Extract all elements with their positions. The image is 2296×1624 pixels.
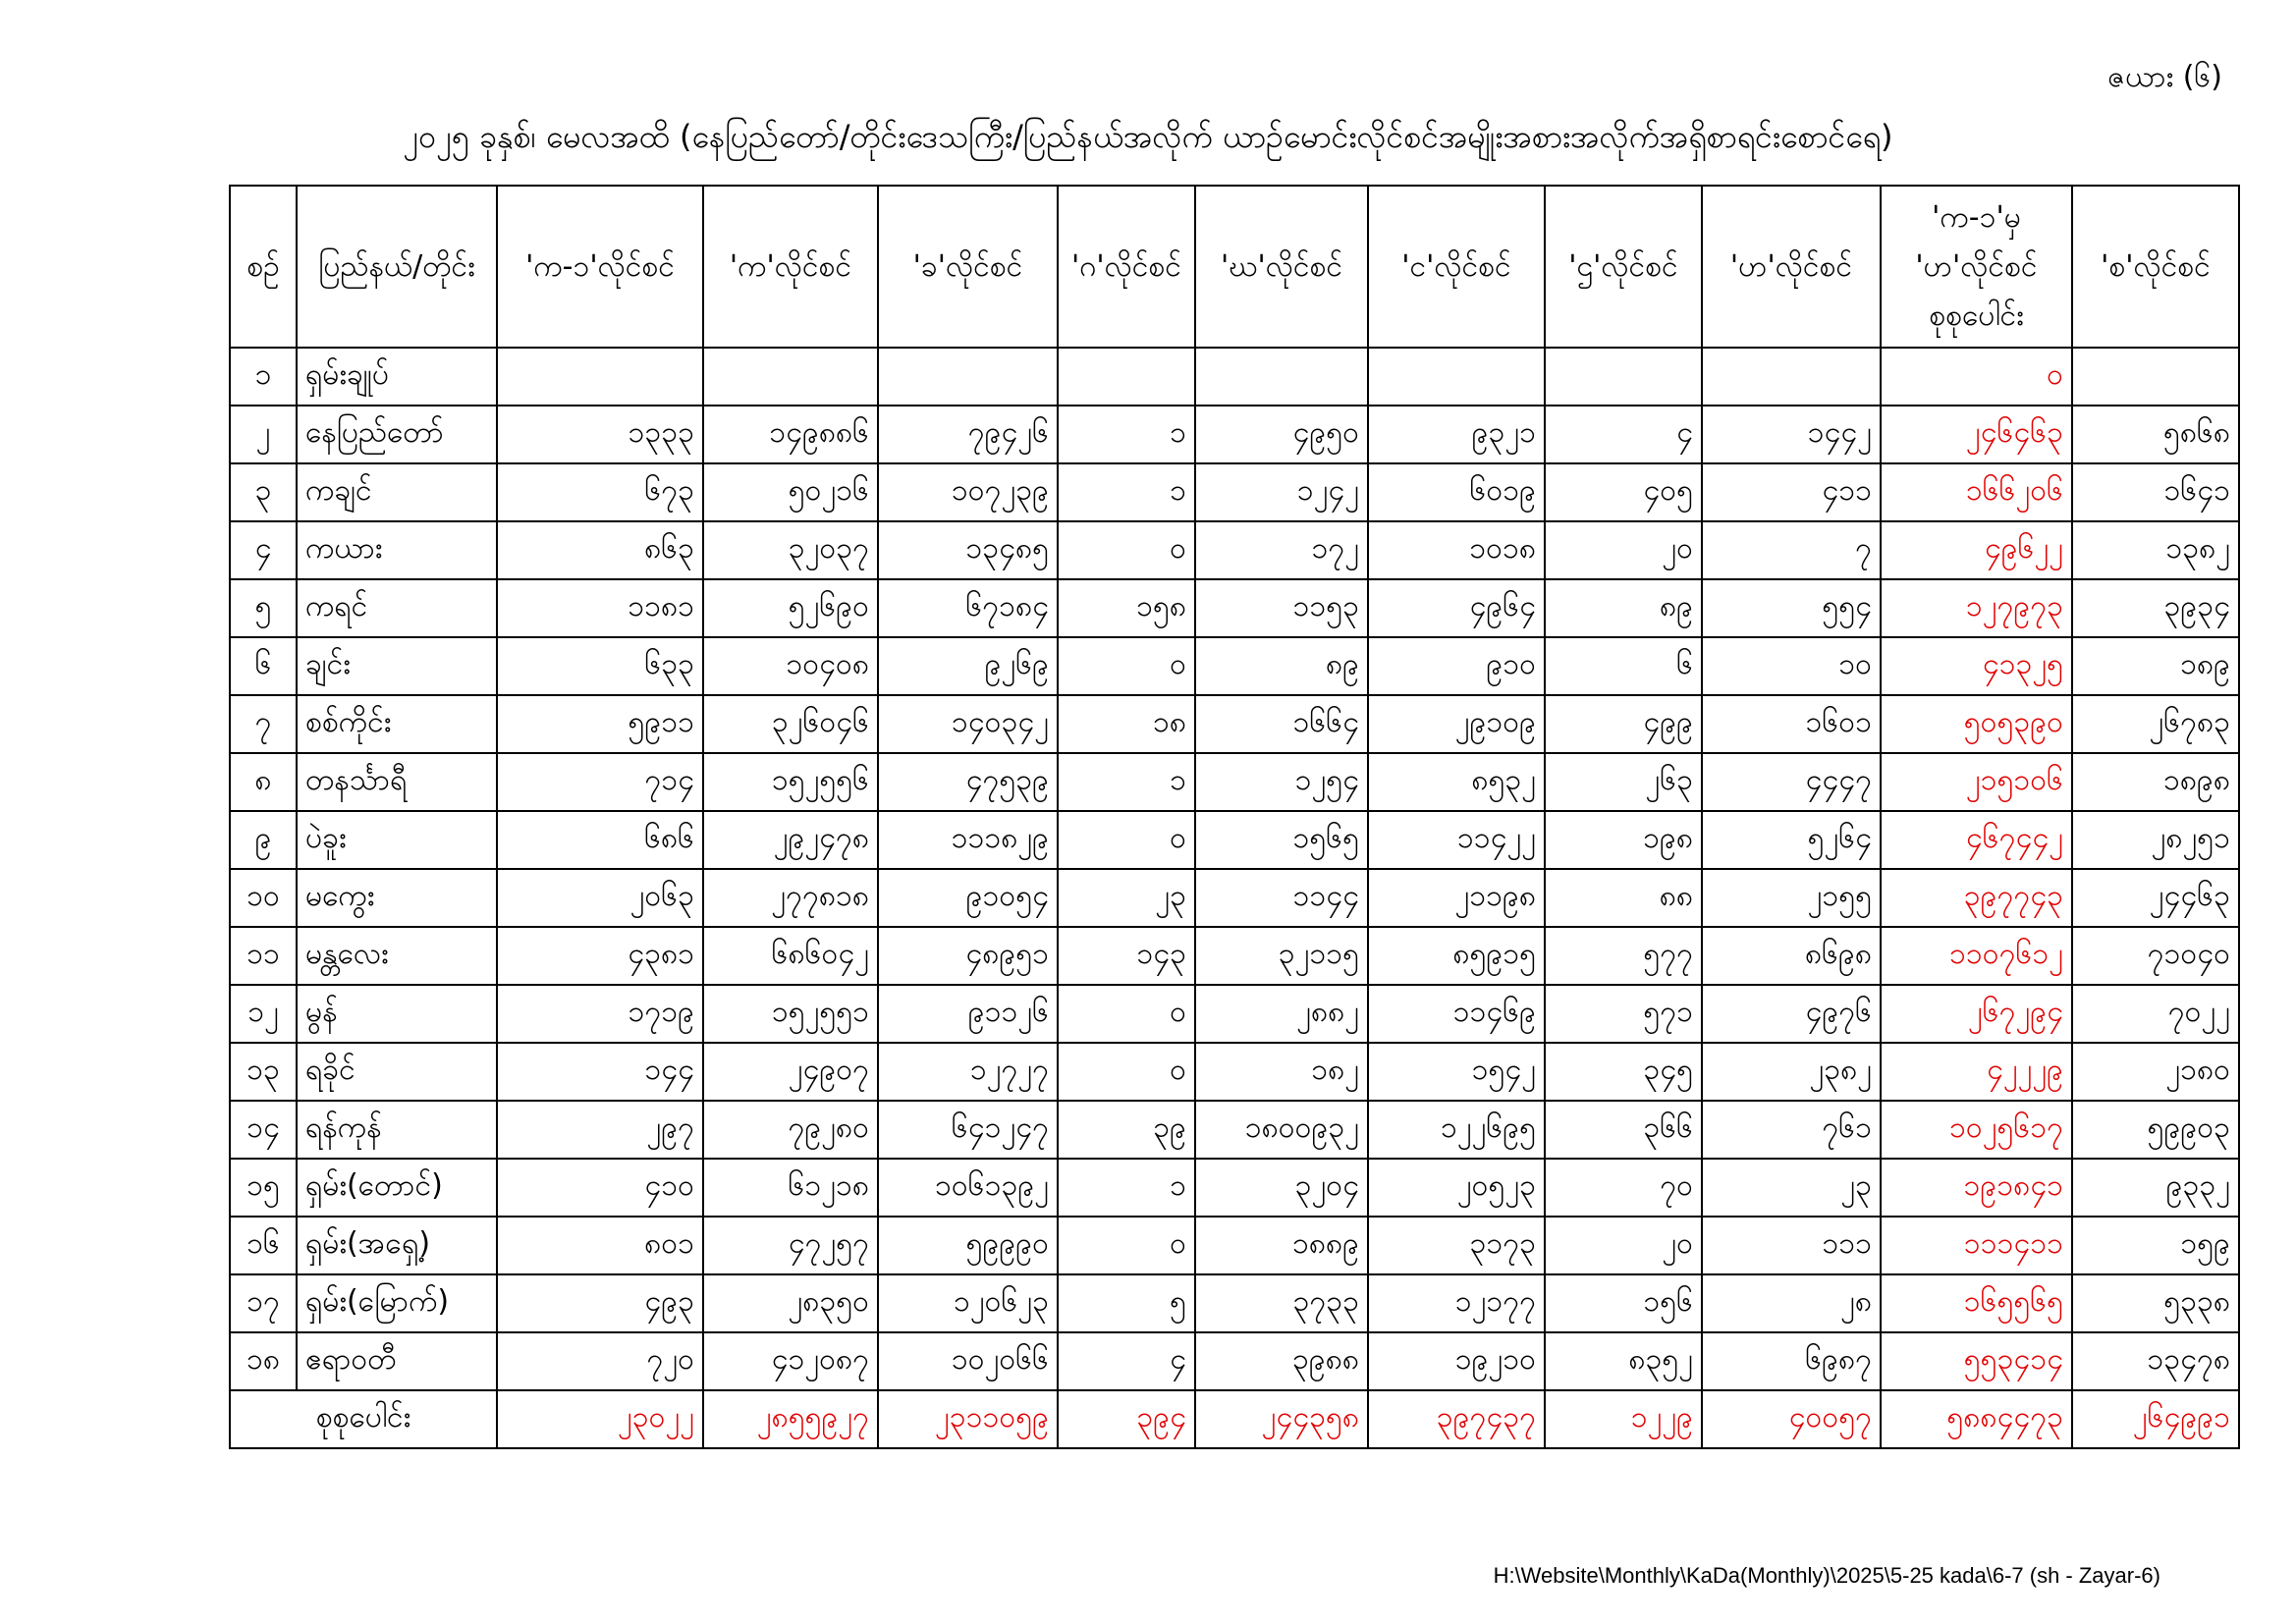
value-cell: ၄၁၁	[1702, 463, 1881, 521]
value-cell: ၃၄၅	[1545, 1043, 1702, 1101]
value-cell: ၉၁၀	[1368, 637, 1545, 695]
value-cell: ၄၉၆၄	[1368, 579, 1545, 637]
value-cell	[2072, 348, 2239, 406]
row-total-cell: ၃၉၇၇၄၃	[1881, 869, 2072, 927]
value-cell: ၁၁၅၃	[1195, 579, 1368, 637]
row-number-cell: ၁၈	[230, 1332, 297, 1390]
value-cell: ၈၅၉၁၅	[1368, 927, 1545, 985]
value-cell: ၁	[1058, 406, 1195, 463]
row-number-cell: ၅	[230, 579, 297, 637]
value-cell: ၅၃၃၈	[2072, 1274, 2239, 1332]
file-path-footer: H:\Website\Monthly\KaDa(Monthly)\2025\5-25 kada\6-7 (sh - Zayar-6)	[1493, 1563, 2160, 1588]
table-row	[230, 985, 2239, 1043]
value-cell: ၄၇၅၃၉	[878, 753, 1058, 811]
row-number-cell: ၈	[230, 753, 297, 811]
value-cell: ၁၄၄	[497, 1043, 703, 1101]
value-cell	[878, 348, 1058, 406]
table-row	[230, 406, 2239, 463]
value-cell: ၀	[1058, 1217, 1195, 1274]
value-cell: ၉၁၀၅၄	[878, 869, 1058, 927]
row-total-cell: ၁၁၁၄၁၁	[1881, 1217, 2072, 1274]
value-cell: ၄၉၉	[1545, 695, 1702, 753]
value-cell: ၂၁၅၅	[1702, 869, 1881, 927]
region-name-cell: ရှမ်း(မြောက်)	[297, 1274, 497, 1332]
col-header-gha: 'ဃ'လိုင်စင်	[1195, 186, 1368, 348]
region-name-cell: ချင်း	[297, 637, 497, 695]
value-cell: ၂၃၈၂	[1702, 1043, 1881, 1101]
table-row	[230, 811, 2239, 869]
row-total-cell: ၅၅၃၄၁၄	[1881, 1332, 2072, 1390]
row-total-cell: ၄၉၆၂၂	[1881, 521, 2072, 579]
row-total-cell: ၁၆၆၂၀၆	[1881, 463, 2072, 521]
value-cell: ၁၈၉	[2072, 637, 2239, 695]
value-cell: ၁၀	[1702, 637, 1881, 695]
value-cell: ၆၈၆	[497, 811, 703, 869]
value-cell: ၃၂၆၀၄၆	[703, 695, 878, 753]
value-cell: ၃၉၃၄	[2072, 579, 2239, 637]
row-total-cell: ၁၀၂၅၆၁၇	[1881, 1101, 2072, 1159]
value-cell: ၅၂၆၉၀	[703, 579, 878, 637]
row-total-cell: ၄၂၂၂၉	[1881, 1043, 2072, 1101]
value-cell: ၂၉၂၄၇၈	[703, 811, 878, 869]
value-cell: ၄၈၉၅၁	[878, 927, 1058, 985]
value-cell: ၄၉၇၆	[1702, 985, 1881, 1043]
value-cell: ၂၇၇၈၁၈	[703, 869, 878, 927]
value-cell: ၅၇၁	[1545, 985, 1702, 1043]
value-cell: ၁၁၄၄	[1195, 869, 1368, 927]
row-total-cell: ၅၈၈၄၄၇၃	[1881, 1390, 2072, 1448]
value-cell: ၇	[1702, 521, 1881, 579]
value-cell: ၂၉၇	[497, 1101, 703, 1159]
col-header-no: စဉ်	[230, 186, 297, 348]
value-cell: ၁၀၆၁၃၉၂	[878, 1159, 1058, 1217]
value-cell: ၂၆၇၈၃	[2072, 695, 2239, 753]
value-cell: ၄၁၂၀၈၇	[703, 1332, 878, 1390]
value-cell: ၇၉၂၈၀	[703, 1101, 878, 1159]
value-cell: ၁၄၀၃၄၂	[878, 695, 1058, 753]
value-cell: ၂၁၁၉၈	[1368, 869, 1545, 927]
value-cell: ၂၃၁၁၀၅၉	[878, 1390, 1058, 1448]
row-total-cell: ၄၆၇၄၄၂	[1881, 811, 2072, 869]
col-header-ka: 'က'လိုင်စင်	[703, 186, 878, 348]
region-name-cell: ဧရာဝတီ	[297, 1332, 497, 1390]
region-name-cell: နေပြည်တော်	[297, 406, 497, 463]
value-cell	[1702, 348, 1881, 406]
col-header-ha: 'ဟ'လိုင်စင်	[1702, 186, 1881, 348]
value-cell: ၆၇၁၈၄	[878, 579, 1058, 637]
value-cell: ၁၁၄၆၉	[1368, 985, 1545, 1043]
value-cell: ၁၁၄၂၂	[1368, 811, 1545, 869]
table-row	[230, 869, 2239, 927]
value-cell: ၂၃၀၂၂	[497, 1390, 703, 1448]
value-cell: ၁၈၉၈	[2072, 753, 2239, 811]
value-cell: ၃၂၀၃၇	[703, 521, 878, 579]
table-row	[230, 1274, 2239, 1332]
table-row	[230, 1043, 2239, 1101]
value-cell: ၁၅၈	[1058, 579, 1195, 637]
value-cell: ၉၁၁၂၆	[878, 985, 1058, 1043]
value-cell: ၁၂၀၆၂၃	[878, 1274, 1058, 1332]
value-cell: ၄	[1545, 406, 1702, 463]
table-row	[230, 637, 2239, 695]
value-cell: ၁၄၃	[1058, 927, 1195, 985]
value-cell: ၄၀၀၅၇	[1702, 1390, 1881, 1448]
value-cell: ၁၀၄၀၈	[703, 637, 878, 695]
value-cell: ၁၂၂၆၉၅	[1368, 1101, 1545, 1159]
value-cell: ၄၉၅၀	[1195, 406, 1368, 463]
value-cell: ၈၉	[1195, 637, 1368, 695]
value-cell: ၈၃၅၂	[1545, 1332, 1702, 1390]
value-cell: ၈၉	[1545, 579, 1702, 637]
value-cell: ၁၃၃၃	[497, 406, 703, 463]
region-name-cell: မန္တလေး	[297, 927, 497, 985]
total-label-cell: စုစုပေါင်း	[230, 1390, 497, 1448]
row-total-cell: ၂၄၆၄၆၃	[1881, 406, 2072, 463]
row-number-cell: ၁၆	[230, 1217, 297, 1274]
value-cell	[703, 348, 878, 406]
row-number-cell: ၉	[230, 811, 297, 869]
value-cell: ၆၀၁၉	[1368, 463, 1545, 521]
value-cell: ၁၁၁	[1702, 1217, 1881, 1274]
value-cell: ၇၀	[1545, 1159, 1702, 1217]
row-number-cell: ၁၄	[230, 1101, 297, 1159]
value-cell	[1545, 348, 1702, 406]
value-cell: ၁၇၁၉	[497, 985, 703, 1043]
header-row	[230, 186, 2239, 348]
value-cell: ၂၄၉၀၇	[703, 1043, 878, 1101]
value-cell: ၇၁၀၄၀	[2072, 927, 2239, 985]
value-cell: ၃၉၇၄၃၇	[1368, 1390, 1545, 1448]
row-number-cell: ၁၀	[230, 869, 297, 927]
table-row	[230, 463, 2239, 521]
value-cell: ၃၉	[1058, 1101, 1195, 1159]
value-cell: ၁၈	[1058, 695, 1195, 753]
value-cell: ၂၀၅၂၃	[1368, 1159, 1545, 1217]
value-cell: ၂၈၈၂	[1195, 985, 1368, 1043]
value-cell: ၈၅၃၂	[1368, 753, 1545, 811]
row-number-cell: ၁	[230, 348, 297, 406]
row-total-cell: ၂၁၅၁၀၆	[1881, 753, 2072, 811]
value-cell: ၁၅၆၅	[1195, 811, 1368, 869]
value-cell: ၁၂၅၄	[1195, 753, 1368, 811]
value-cell: ၆၉၈၇	[1702, 1332, 1881, 1390]
value-cell	[497, 348, 703, 406]
row-number-cell: ၆	[230, 637, 297, 695]
value-cell	[1058, 348, 1195, 406]
value-cell: ၅၉၉၉၀	[878, 1217, 1058, 1274]
row-number-cell: ၂	[230, 406, 297, 463]
value-cell: ၁	[1058, 463, 1195, 521]
value-cell: ၁၆၆၄	[1195, 695, 1368, 753]
value-cell: ၆၈၆၀၄၂	[703, 927, 878, 985]
value-cell: ၀	[1058, 985, 1195, 1043]
value-cell: ၁၁၁၈၂၉	[878, 811, 1058, 869]
table-number-label: ဇယား (၆)	[2107, 60, 2222, 94]
row-total-cell: ၁၉၁၈၄၁	[1881, 1159, 2072, 1217]
region-name-cell: ပဲခူး	[297, 811, 497, 869]
document-title: ၂၀၂၅ ခုနှစ်၊ မေလအထိ (နေပြည်တော်/တိုင်းဒေသကြီး/ပြည်နယ်အလိုက် ယာဉ်မောင်းလိုင်စင်အမျိုးအစားအလိုက်အရှိစာရင်းစောင်ရေ)	[403, 118, 1893, 155]
table-row	[230, 521, 2239, 579]
value-cell: ၁	[1058, 1159, 1195, 1217]
value-cell: ၁၂၄၂	[1195, 463, 1368, 521]
region-name-cell: စစ်ကိုင်း	[297, 695, 497, 753]
value-cell: ၂၆၄၉၉၁	[2072, 1390, 2239, 1448]
region-name-cell: ရှမ်း(အရှေ့)	[297, 1217, 497, 1274]
row-total-cell: ၅၀၅၃၉၀	[1881, 695, 2072, 753]
value-cell: ၂၈၃၅၀	[703, 1274, 878, 1332]
value-cell: ၁၅၂၅၅၆	[703, 753, 878, 811]
row-number-cell: ၁၂	[230, 985, 297, 1043]
col-header-sa: 'စ'လိုင်စင်	[2072, 186, 2239, 348]
value-cell: ၁၄၄၂	[1702, 406, 1881, 463]
row-total-cell: ၁၆၅၅၆၅	[1881, 1274, 2072, 1332]
region-name-cell: ရခိုင်	[297, 1043, 497, 1101]
value-cell: ၂၆၃	[1545, 753, 1702, 811]
table-header	[230, 186, 2239, 348]
value-cell: ၄၇၂၅၇	[703, 1217, 878, 1274]
value-cell: ၁၃၈၂	[2072, 521, 2239, 579]
value-cell: ၁၃၄၈၅	[878, 521, 1058, 579]
value-cell: ၁၁၈၁	[497, 579, 703, 637]
row-number-cell: ၁၁	[230, 927, 297, 985]
total-row	[230, 1390, 2239, 1448]
value-cell: ၃၁၇၃	[1368, 1217, 1545, 1274]
value-cell: ၅၉၁၁	[497, 695, 703, 753]
value-cell: ၁၈၂	[1195, 1043, 1368, 1101]
table-row	[230, 1217, 2239, 1274]
value-cell: ၁၃၄၇၈	[2072, 1332, 2239, 1390]
value-cell: ၃၂၀၄	[1195, 1159, 1368, 1217]
value-cell: ၃၉၈၈	[1195, 1332, 1368, 1390]
region-name-cell: ကချင်	[297, 463, 497, 521]
value-cell: ၂၈၂၅၁	[2072, 811, 2239, 869]
table-row	[230, 753, 2239, 811]
value-cell: ၀	[1058, 1043, 1195, 1101]
row-number-cell: ၁၅	[230, 1159, 297, 1217]
region-name-cell: မွန်	[297, 985, 497, 1043]
value-cell: ၁၉၈	[1545, 811, 1702, 869]
value-cell: ၅၂၆၄	[1702, 811, 1881, 869]
value-cell: ၇၀၂၂	[2072, 985, 2239, 1043]
value-cell: ၂၃	[1702, 1159, 1881, 1217]
value-cell: ၆၃၃	[497, 637, 703, 695]
value-cell: ၇၂၀	[497, 1332, 703, 1390]
table-row	[230, 927, 2239, 985]
value-cell: ၆	[1545, 637, 1702, 695]
value-cell	[1195, 348, 1368, 406]
table-row	[230, 1101, 2239, 1159]
col-header-ka1: 'က-၁'လိုင်စင်	[497, 186, 703, 348]
value-cell: ၄၄၄၇	[1702, 753, 1881, 811]
row-total-cell: ၂၆၇၂၉၄	[1881, 985, 2072, 1043]
col-header-nga: 'င'လိုင်စင်	[1368, 186, 1545, 348]
region-name-cell: ရှမ်း(တောင်)	[297, 1159, 497, 1217]
table-row	[230, 695, 2239, 753]
value-cell: ၈၀၁	[497, 1217, 703, 1274]
value-cell: ၈၆၉၈	[1702, 927, 1881, 985]
col-header-total: 'က-၁'မှ 'ဟ'လိုင်စင် စုစုပေါင်း	[1881, 186, 2072, 348]
table-row	[230, 579, 2239, 637]
value-cell: ၁၆၀၁	[1702, 695, 1881, 753]
value-cell: ၁၄၉၈၈၆	[703, 406, 878, 463]
row-number-cell: ၇	[230, 695, 297, 753]
value-cell: ၄၀၅	[1545, 463, 1702, 521]
value-cell: ၁၂၂၉	[1545, 1390, 1702, 1448]
value-cell: ၆၁၂၁၈	[703, 1159, 878, 1217]
value-cell: ၈၈	[1545, 869, 1702, 927]
region-name-cell: မကွေး	[297, 869, 497, 927]
value-cell: ၅၇၇	[1545, 927, 1702, 985]
value-cell: ၅၅၄	[1702, 579, 1881, 637]
value-cell: ၂၀	[1545, 1217, 1702, 1274]
value-cell: ၉၃၂၁	[1368, 406, 1545, 463]
row-total-cell: ၄၁၃၂၅	[1881, 637, 2072, 695]
value-cell: ၀	[1058, 637, 1195, 695]
value-cell: ၁၅၄၂	[1368, 1043, 1545, 1101]
col-header-kha: 'ခ'လိုင်စင်	[878, 186, 1058, 348]
value-cell: ၁၆၄၁	[2072, 463, 2239, 521]
region-name-cell: ရန်ကုန်	[297, 1101, 497, 1159]
value-cell: ၃၂၁၁၅	[1195, 927, 1368, 985]
value-cell: ၆၄၁၂၄၇	[878, 1101, 1058, 1159]
row-total-cell: ၁၁၀၇၆၁၂	[1881, 927, 2072, 985]
value-cell: ၇၆၁	[1702, 1101, 1881, 1159]
value-cell: ၂၉၁၀၉	[1368, 695, 1545, 753]
value-cell: ၂၀၆၃	[497, 869, 703, 927]
region-name-cell: တနင်္သာရီ	[297, 753, 497, 811]
value-cell: ၂၃	[1058, 869, 1195, 927]
value-cell: ၅၈၆၈	[2072, 406, 2239, 463]
license-summary-table	[229, 185, 2240, 1449]
value-cell: ၇၉၄၂၆	[878, 406, 1058, 463]
table-body	[230, 348, 2239, 1448]
value-cell: ၁၀၇၂၃၉	[878, 463, 1058, 521]
value-cell: ၁၇၂	[1195, 521, 1368, 579]
value-cell: ၄၉၃	[497, 1274, 703, 1332]
value-cell: ၂၀	[1545, 521, 1702, 579]
row-number-cell: ၁၃	[230, 1043, 297, 1101]
value-cell: ၂၄၄၆၃	[2072, 869, 2239, 927]
value-cell: ၂၄၄၃၅၈	[1195, 1390, 1368, 1448]
value-cell: ၁၀၂၀၆၆	[878, 1332, 1058, 1390]
value-cell: ၉၃၃၂	[2072, 1159, 2239, 1217]
value-cell: ၃၉၄	[1058, 1390, 1195, 1448]
value-cell: ၄၁၀	[497, 1159, 703, 1217]
value-cell: ၃၆၆	[1545, 1101, 1702, 1159]
value-cell: ၂၈၅၅၉၂၇	[703, 1390, 878, 1448]
value-cell: ၁	[1058, 753, 1195, 811]
value-cell: ၁၂၁၇၇	[1368, 1274, 1545, 1332]
table-row	[230, 348, 2239, 406]
value-cell	[1368, 348, 1545, 406]
value-cell: ၉၂၆၉	[878, 637, 1058, 695]
value-cell: ၆၇၃	[497, 463, 703, 521]
row-total-cell: ၀	[1881, 348, 2072, 406]
col-header-ga: 'ဂ'လိုင်စင်	[1058, 186, 1195, 348]
table-row	[230, 1332, 2239, 1390]
value-cell: ၂၈	[1702, 1274, 1881, 1332]
region-name-cell: ရှမ်းချုပ်	[297, 348, 497, 406]
value-cell: ၅၉၉၀၃	[2072, 1101, 2239, 1159]
value-cell: ၅၀၂၁၆	[703, 463, 878, 521]
value-cell: ၇၁၄	[497, 753, 703, 811]
value-cell: ၁၀၁၈	[1368, 521, 1545, 579]
value-cell: ၃၇၃၃	[1195, 1274, 1368, 1332]
value-cell: ၁၈၀၀၉၃၂	[1195, 1101, 1368, 1159]
value-cell: ၂၁၈၀	[2072, 1043, 2239, 1101]
value-cell: ၈၆၃	[497, 521, 703, 579]
region-name-cell: ကရင်	[297, 579, 497, 637]
value-cell: ၅	[1058, 1274, 1195, 1332]
row-number-cell: ၃	[230, 463, 297, 521]
value-cell: ၄၃၈၁	[497, 927, 703, 985]
row-total-cell: ၁၂၇၉၇၃	[1881, 579, 2072, 637]
value-cell: ၀	[1058, 811, 1195, 869]
row-number-cell: ၁၇	[230, 1274, 297, 1332]
col-header-dda: 'ဌ'လိုင်စင်	[1545, 186, 1702, 348]
value-cell: ၁၉၂၁၀	[1368, 1332, 1545, 1390]
col-header-region: ပြည်နယ်/တိုင်း	[297, 186, 497, 348]
value-cell: ၁၅၉	[2072, 1217, 2239, 1274]
value-cell: ၀	[1058, 521, 1195, 579]
value-cell: ၁၂၇၂၇	[878, 1043, 1058, 1101]
value-cell: ၁၅၆	[1545, 1274, 1702, 1332]
table-row	[230, 1159, 2239, 1217]
region-name-cell: ကယား	[297, 521, 497, 579]
value-cell: ၄	[1058, 1332, 1195, 1390]
value-cell: ၁၅၂၅၅၁	[703, 985, 878, 1043]
row-number-cell: ၄	[230, 521, 297, 579]
value-cell: ၁၈၈၉	[1195, 1217, 1368, 1274]
